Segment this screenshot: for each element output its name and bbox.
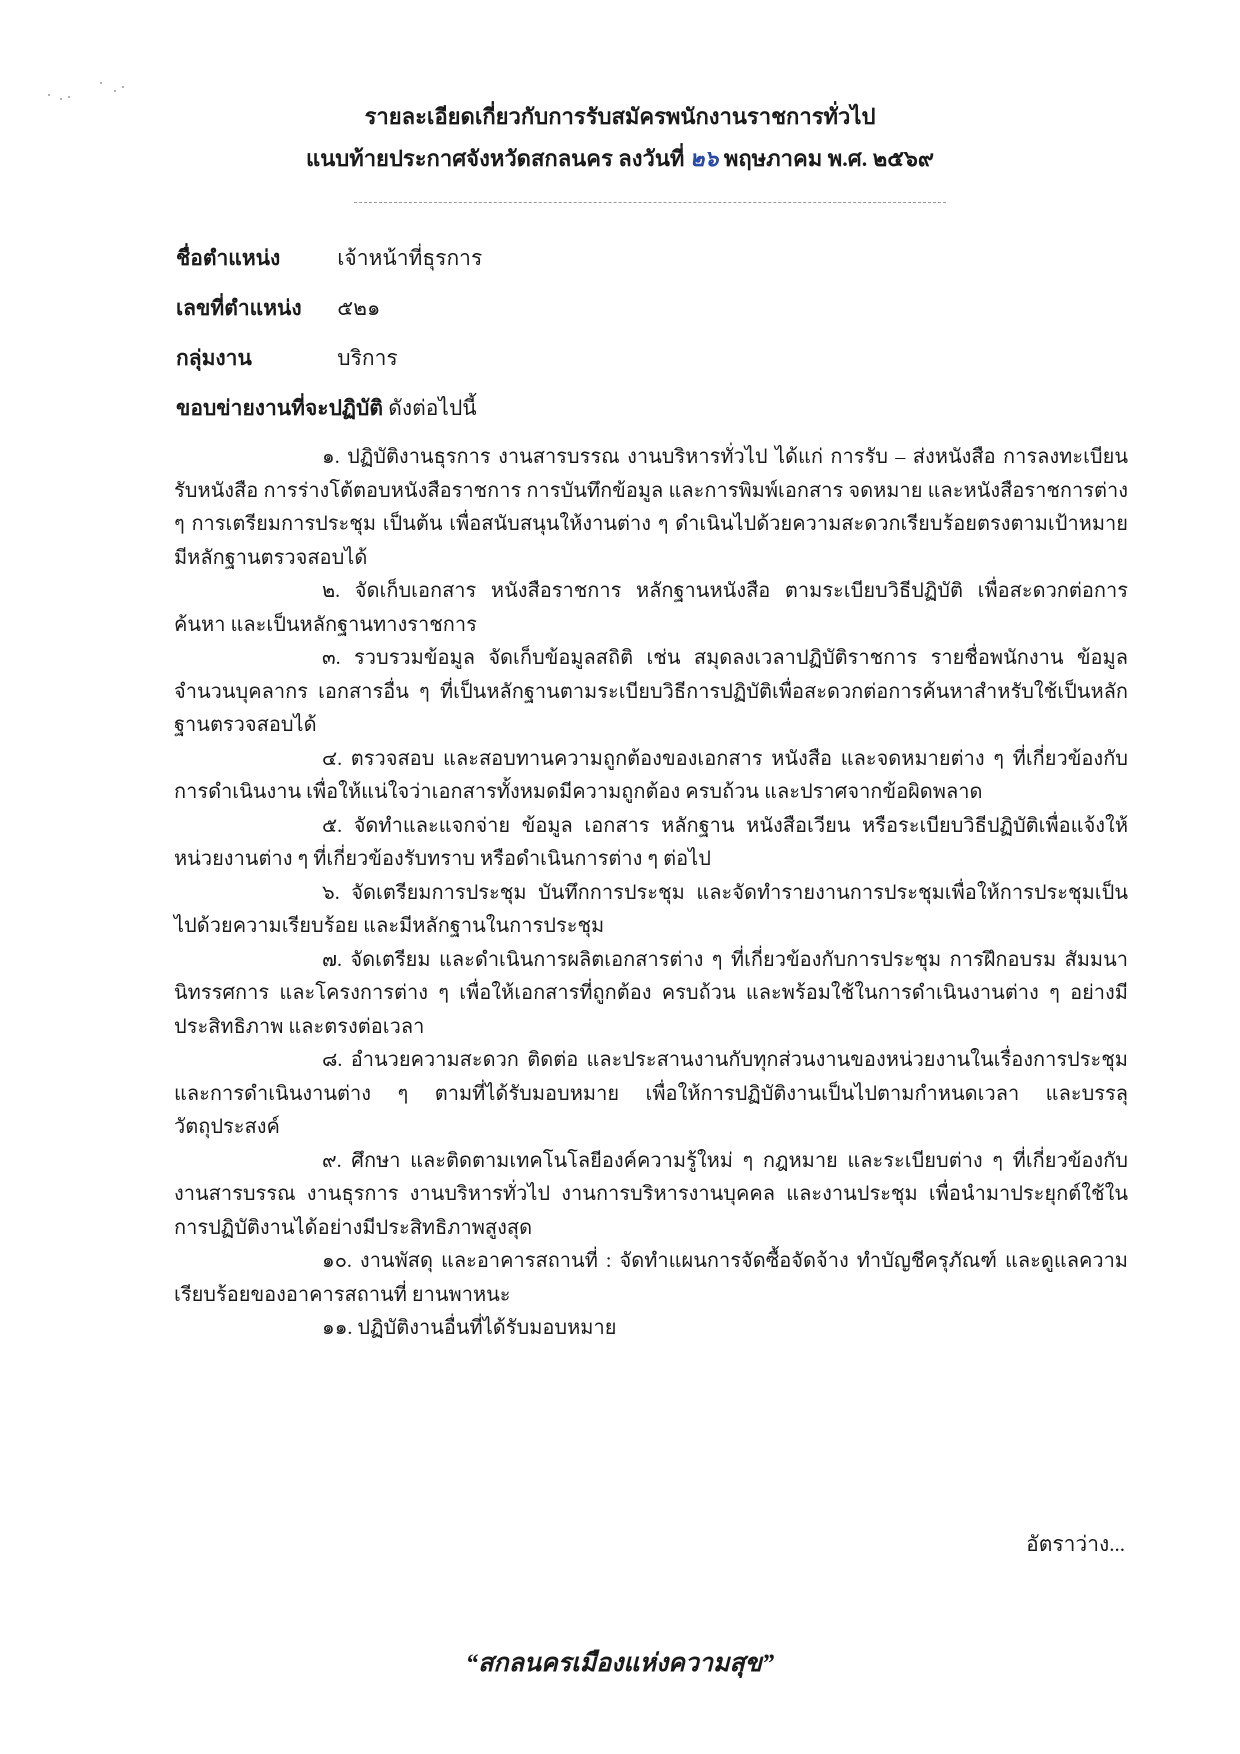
duty-item: ๑. ปฏิบัติงานธุรการ งานสารบรรณ งานบริหารทั่วไป ได้แก่ การรับ – ส่งหนังสือ การลงทะเบียนรับหนังสือ การร่างโต้ตอบหนังสือราชการ การบันทึกข้อมูล และการพิมพ์เอกสาร จดหมาย และหนังสือราชการต่าง ๆ การเตรียมการประชุม เป็นต้น เพื่อสนับสนุนให้งานต่าง ๆ ดำเนินไปด้วยความสะดวกเรียบร้อยตรงตามเป้าหมาย มีหลักฐานตรวจสอบได้ [174, 446, 1128, 569]
scope-value: ดังต่อไปนี้ [388, 396, 477, 420]
scope-label: ขอบข่ายงานที่จะปฏิบัติ [176, 396, 383, 420]
position-label: ชื่อตำแหน่ง [176, 246, 281, 270]
handwritten-date: ๒๖ [689, 146, 719, 171]
work-group-row [176, 342, 398, 375]
position-number-label: เลขที่ตำแหน่ง [176, 296, 302, 320]
duty-item: ๙. ศึกษา และติดตามเทคโนโลยีองค์ความรู้ใหม่ ๆ กฎหมาย และระเบียบต่าง ๆ ที่เกี่ยวข้องกับงานสารบรรณ งานธุรการ งานบริหารทั่วไป งานการบริหารงานบุคคล และงานประชุม เพื่อนำมาประยุกต์ใช้ในการปฏิบัติงานได้อย่างมีประสิทธิภาพสูงสุด [174, 1149, 1128, 1239]
position-row [176, 242, 482, 275]
duty-item: ๑๑. ปฏิบัติงานอื่นที่ได้รับมอบหมาย [322, 1317, 617, 1339]
work-group-label: กลุ่มงาน [176, 346, 252, 370]
duty-list [174, 441, 1128, 1346]
position-value: เจ้าหน้าที่ธุรการ [337, 246, 483, 270]
work-group-value: บริการ [337, 346, 398, 370]
duty-item: ๘. อำนวยความสะดวก ติดต่อ และประสานงานกับทุกส่วนงานของหน่วยงานในเรื่องการประชุม และการดำเนินงานต่าง ๆ ตามที่ได้รับมอบหมาย เพื่อให้การปฏิบัติงานเป็นไปตามกำหนดเวลา และบรรลุวัตถุประสงค์ [174, 1049, 1128, 1138]
subtitle-suffix: พฤษภาคม พ.ศ. ๒๕๖๙ [723, 146, 934, 171]
header-divider [354, 202, 946, 203]
duty-item: ๖. จัดเตรียมการประชุม บันทึกการประชุม และจัดทำรายงานการประชุมเพื่อให้การประชุมเป็นไปด้วยความเรียบร้อย และมีหลักฐานในการประชุม [174, 881, 1128, 937]
duty-item: ๒. จัดเก็บเอกสาร หนังสือราชการ หลักฐานหนังสือ ตามระเบียบวิธีปฏิบัติ เพื่อสะดวกต่อการค้นหา และเป็นหลักฐานทางราชการ [174, 580, 1128, 636]
scope-row [176, 392, 477, 425]
document-subtitle [0, 138, 1240, 180]
duty-item: ๕. จัดทำและแจกจ่าย ข้อมูล เอกสาร หลักฐาน หนังสือเวียน หรือระเบียบวิธีปฏิบัติเพื่อแจ้งให้หน่วยงานต่าง ๆ ที่เกี่ยวข้องรับทราบ หรือดำเนินการต่าง ๆ ต่อไป [174, 814, 1128, 870]
duty-item: ๑๐. งานพัสดุ และอาคารสถานที่ : จัดทำแผนการจัดซื้อจัดจ้าง ทำบัญชีครุภัณฑ์ และดูแลความเรียบร้อยของอาคารสถานที่ ยานพาหนะ [174, 1250, 1128, 1306]
document-title: รายละเอียดเกี่ยวกับการรับสมัครพนักงานราชการทั่วไป [364, 104, 876, 129]
position-number-row [176, 292, 380, 325]
continuation-marker: อัตราว่าง... [1026, 1532, 1125, 1556]
duty-item: ๗. จัดเตรียม และดำเนินการผลิตเอกสารต่าง ๆ ที่เกี่ยวข้องกับการประชุม การฝึกอบรม สัมมนา นิทรรศการ และโครงการต่าง ๆ เพื่อให้เอกสารที่ถูกต้อง ครบถ้วน และพร้อมใช้ในการดำเนินงานต่าง ๆ อย่างมีประสิทธิภาพ และตรงต่อเวลา [174, 948, 1128, 1038]
position-number-value: ๕๒๑ [337, 296, 381, 320]
duty-item: ๓. รวบรวมข้อมูล จัดเก็บข้อมูลสถิติ เช่น สมุดลงเวลาปฏิบัติราชการ รายชื่อพนักงาน ข้อมูลจำนวนบุคลากร เอกสารอื่น ๆ ที่เป็นหลักฐานตามระเบียบวิธีการปฏิบัติเพื่อสะดวกต่อการค้นหาสำหรับใช้เป็นหลักฐานตรวจสอบได้ [174, 647, 1128, 736]
duty-item: ๔. ตรวจสอบ และสอบทานความถูกต้องของเอกสาร หนังสือ และจดหมายต่าง ๆ ที่เกี่ยวข้องกับการดำเนินงาน เพื่อให้แน่ใจว่าเอกสารทั้งหมดมีความถูกต้อง ครบถ้วน และปราศจากข้อผิดพลาด [174, 747, 1128, 803]
document-header [0, 96, 1240, 180]
province-slogan: “สกลนครเมืองแห่งความสุข” [465, 1650, 775, 1677]
subtitle-prefix: แนบท้ายประกาศจังหวัดสกลนคร ลงวันที่ [306, 146, 685, 171]
